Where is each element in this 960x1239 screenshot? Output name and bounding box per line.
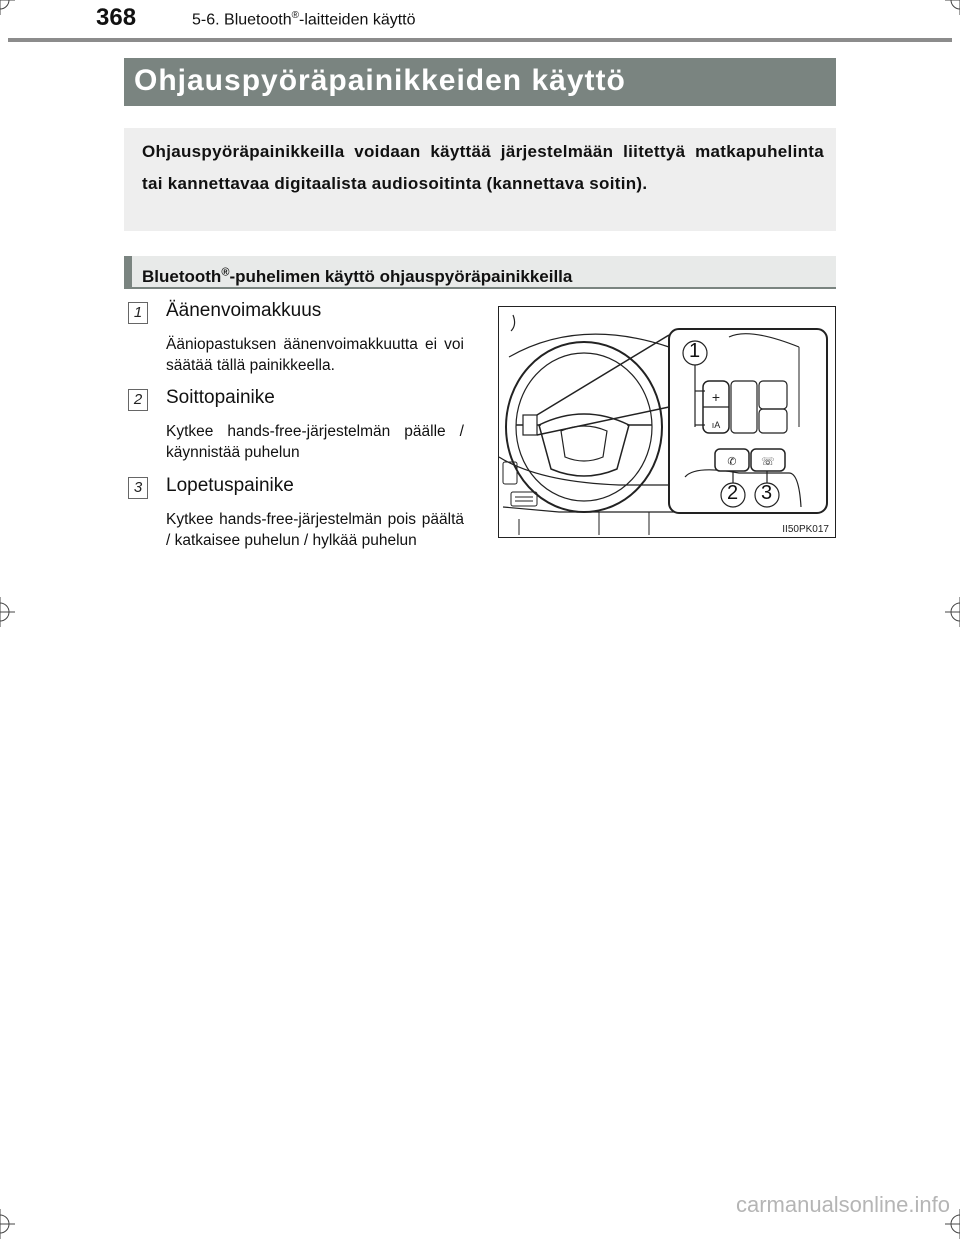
list-item [128,302,478,382]
item-number: 3 [128,477,148,499]
section-suffix: -puhelimen käyttö ohjauspyöräpainikkeilla [229,266,573,286]
callout-1: 1 [689,340,701,362]
list-item [128,389,478,469]
phone-hangup-icon: ☏ [761,455,775,468]
crop-mark-top-right [945,0,960,15]
chapter-prefix: 5-6. Bluetooth [192,11,292,29]
section-heading-bar [124,256,836,289]
callout-2: 2 [727,482,739,504]
item-number: 2 [128,389,148,411]
crop-mark-middle-right [945,597,960,627]
section-prefix: Bluetooth [142,266,222,286]
item-label: Soittopainike [166,387,275,408]
steering-wheel-illustration [498,306,836,538]
section-registered-mark: ® [221,266,230,278]
item-number: 1 [128,302,148,324]
section-heading [142,267,572,286]
crop-mark-bottom-left [0,1209,15,1239]
item-label: Lopetuspainike [166,475,294,496]
header-rule [8,38,952,42]
intro-box [124,128,836,231]
intro-text: Ohjauspyöräpainikkeilla voidaan käyttää järjestelmään liitettyä matkapuhelinta tai kannettavaa digitaalista audiosoitinta (kannettava soitin). [142,142,824,193]
chapter-registered-mark: ® [291,10,299,21]
volume-plus-icon: + [711,389,721,405]
item-description: Kytkee hands-free-järjestelmän päälle / käynnistää puhelun [166,423,464,461]
page-number: 368 [96,4,137,31]
crop-mark-top-left [0,0,15,15]
item-description: Ääniopastuksen äänenvoimakkuutta ei voi säätää tällä painikkeella. [166,336,464,374]
list-item [128,477,478,587]
crop-mark-middle-left [0,597,15,627]
figure-code: II50PK017 [782,524,829,535]
item-label: Äänenvoimakkuus [166,300,322,321]
steering-wheel-drawing [499,307,835,537]
volume-minus-icon: ıA [711,420,721,430]
phone-call-icon: ✆ [727,455,737,468]
page-title: Ohjauspyöräpainikkeiden käyttö [134,64,626,97]
item-description: Kytkee hands-free-järjestelmän pois päältä / katkaisee puhelun / hylkää puhelun [166,511,464,549]
callout-3: 3 [761,482,773,504]
watermark: carmanualsonline.info [735,1192,950,1217]
page-title-bar [124,58,836,106]
chapter-title [192,10,416,29]
chapter-suffix: -laitteiden käyttö [299,11,416,29]
